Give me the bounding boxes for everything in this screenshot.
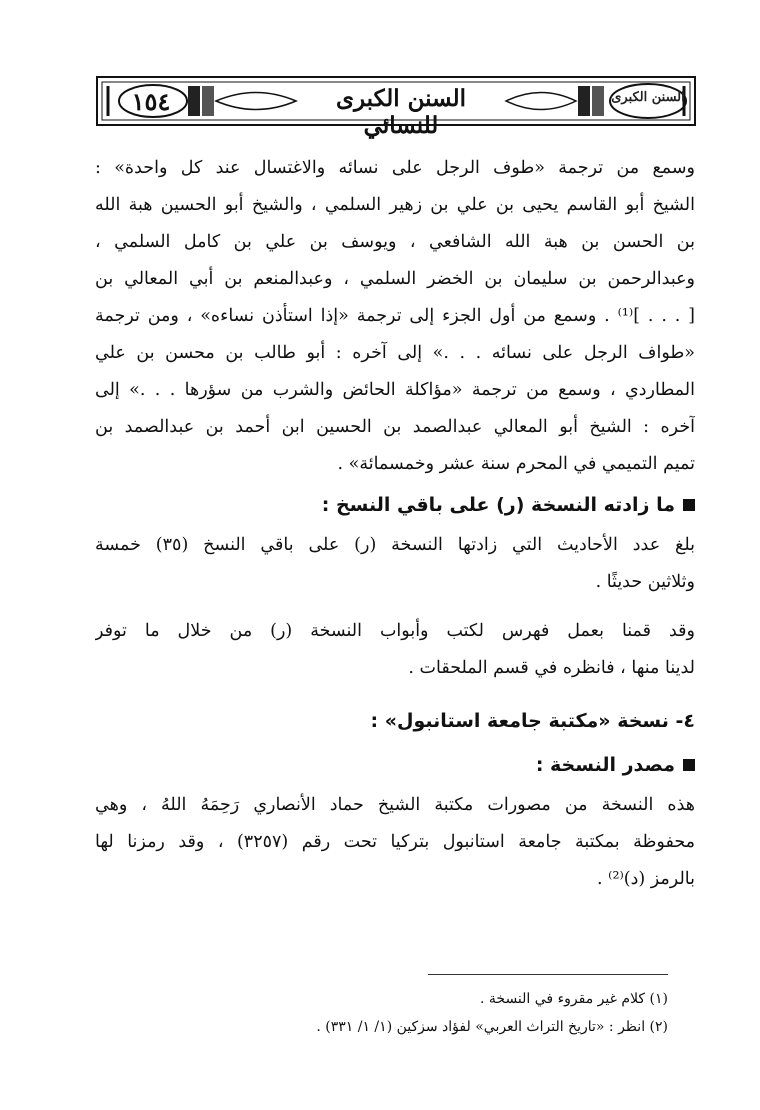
footnote-divider — [428, 974, 668, 975]
text-line: تميم التميمي في المحرم سنة عشر وخمسمائة» . — [337, 454, 695, 474]
text-line: «طواف الرجل على نسائه . . .» إلى آخره : أبو طالب بن محسن بن علي — [95, 343, 695, 363]
page-number: ١٥٤ — [131, 87, 171, 116]
text-line: الشيخ أبو القاسم يحيى بن علي بن زهير السلمي ، والشيخ أبو الحسين هبة الله — [95, 195, 695, 215]
text-line: [ . . . ]⁽¹⁾ . وسمع من أول الجزء إلى ترجمة «إذا استأذن نساءه» ، ومن ترجمة — [95, 306, 695, 326]
text-line: هذه النسخة من مصورات مكتبة الشيخ حماد الأنصاري رَحِمَهُ اللهُ ، وهي — [95, 795, 695, 815]
text-line: وسمع من ترجمة «طوف الرجل على نسائه والاغتسال عند كل واحدة» : — [95, 158, 695, 178]
paragraph-4 — [95, 787, 695, 898]
running-title: السنن الكبرى للنسائي — [335, 85, 467, 139]
footnote-2: (٢) انظر : «تاريخ التراث العربي» لفؤاد سزكين (١/ ١/ ٣٣١) . — [316, 1019, 668, 1035]
text-line: وعبدالرحمن بن سليمان بن الخضر السلمي ، وعبدالمنعم بن أبي المعالي بن — [95, 269, 695, 289]
square-bullet-icon — [683, 499, 695, 511]
heading-text: ما زادته النسخة (ر) على باقي النسخ : — [321, 494, 675, 516]
text-line: بلغ عدد الأحاديث التي زادتها النسخة (ر) على باقي النسخ (٣٥) خمسة — [95, 535, 695, 555]
square-bullet-icon — [683, 759, 695, 771]
heading-text: ٤- نسخة «مكتبة جامعة استانبول» : — [370, 710, 695, 732]
footnote-1: (١) كلام غير مقروء في النسخة . — [480, 991, 668, 1007]
text-line: وقد قمنا بعمل فهرس لكتب وأبواب النسخة (ر) من خلال ما توفر — [95, 621, 695, 641]
text-line: وثلاثين حديثًا . — [595, 572, 695, 592]
text-line: بالرمز (د)⁽²⁾ . — [597, 869, 695, 889]
page-header — [96, 76, 696, 139]
paragraph-2 — [95, 527, 695, 601]
section-heading-istanbul — [95, 699, 695, 743]
text-line: محفوظة بمكتبة جامعة استانبول بتركيا تحت رقم (٣٢٥٧) ، وقد رمزنا لها — [95, 832, 695, 852]
main-text — [95, 150, 695, 898]
book-logo-text: السنن الكبرى — [611, 90, 685, 105]
text-line: آخره : الشيخ أبو المعالي عبدالصمد بن الحسين ابن أحمد بن عبدالصمد بن — [95, 417, 695, 437]
paragraph-1 — [95, 150, 695, 483]
text-line: بن الحسن بن هبة الله الشافعي ، ويوسف بن علي بن كامل السلمي ، — [95, 232, 695, 252]
text-line: لدينا منها ، فانظره في قسم الملحقات . — [408, 658, 695, 678]
heading-text: مصدر النسخة : — [535, 754, 675, 776]
section-heading-source — [95, 743, 695, 787]
text-line: المطاردي ، وسمع من ترجمة «مؤاكلة الحائض والشرب من سؤرها . . .» إلى — [95, 380, 695, 400]
footnotes — [95, 985, 668, 1041]
paragraph-3 — [95, 613, 695, 687]
section-heading-additions — [95, 483, 695, 527]
